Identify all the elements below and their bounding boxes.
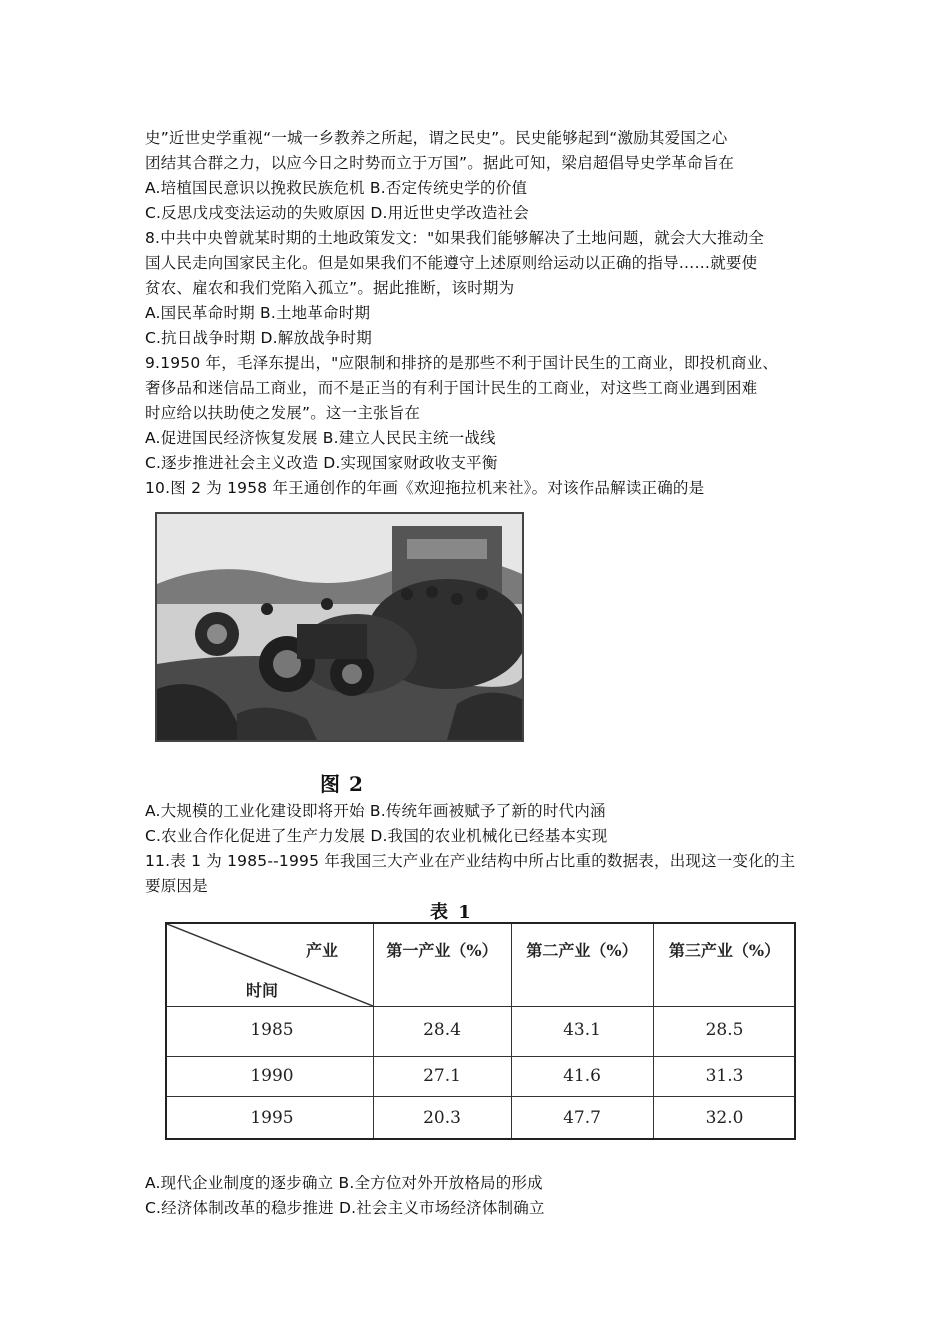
table-title: 表 1 [430,902,473,923]
row-value-tertiary: 28.5 [705,1020,744,1040]
table-row-divider [167,1096,794,1097]
row-value-tertiary: 31.3 [705,1066,744,1086]
column-header-primary: 第一产业（%） [386,941,498,960]
row-year: 1990 [250,1066,294,1086]
header-industry: 产业 [305,941,338,960]
q7-option-cd: C.反思戊戌变法运动的失败原因 D.用近世史学改造社会 [145,204,529,222]
header-time: 时间 [245,981,278,1000]
table-row-divider [167,1006,794,1007]
column-header-tertiary: 第三产业（%） [668,941,781,960]
row-value-tertiary: 32.0 [705,1108,744,1128]
q9-text-line-2: 奢侈品和迷信品工商业，而不是正当的有利于国计民生的工商业，对这些工商业遇到困难 [145,379,758,397]
q10-option-ab: A.大规模的工业化建设即将开始 B.传统年画被赋予了新的时代内涵 [145,802,606,820]
row-value-secondary: 47.7 [563,1108,601,1128]
table-row-divider [167,1056,794,1057]
q8-option-ab: A.国民革命时期 B.土地革命时期 [145,304,371,322]
tractor-painting-svg [157,514,522,740]
q11-option-cd: C.经济体制改革的稳步推进 D.社会主义市场经济体制确立 [145,1199,545,1217]
row-value-primary: 20.3 [423,1108,461,1128]
industry-table [165,922,796,1140]
row-value-primary: 28.4 [423,1020,461,1040]
figure-caption: 图 2 [320,772,364,796]
q11-text-line-1: 11.表 1 为 1985--1995 年我国三大产业在产业结构中所占比重的数据表，出现这一变化的主 [145,852,796,870]
q11-text-line-2: 要原因是 [145,877,208,895]
q9-text-line-3: 时应给以扶助使之发展”。这一主张旨在 [145,404,421,422]
q8-text-line-2: 国人民走向国家民主化。但是如果我们不能遵守上述原则给运动以正确的指导……就要使 [145,254,758,272]
q11-option-ab: A.现代企业制度的逐步确立 B.全方位对外开放格局的形成 [145,1174,543,1192]
tractor-painting-image [155,512,524,742]
row-value-secondary: 41.6 [563,1066,601,1086]
row-year: 1985 [250,1020,294,1040]
q7-option-ab: A.培植国民意识以挽救民族危机 B.否定传统史学的价值 [145,179,528,197]
q9-text-line-1: 9.1950 年，毛泽东提出，"应限制和排挤的是那些不利于国计民生的工商业，即投机商业、 [145,354,779,372]
q9-option-cd: C.逐步推进社会主义改造 D.实现国家财政收支平衡 [145,454,498,472]
q8-option-cd: C.抗日战争时期 D.解放战争时期 [145,329,372,347]
q8-text-line-1: 8.中共中央曾就某时期的土地政策发文："如果我们能够解决了土地问题，就会大大推动全 [145,229,765,247]
q8-text-line-3: 贫农、雇农和我们党陷入孤立”。据此推断，该时期为 [145,279,515,297]
row-value-primary: 27.1 [423,1066,461,1086]
q10-option-cd: C.农业合作化促进了生产力发展 D.我国的农业机械化已经基本实现 [145,827,608,845]
row-value-secondary: 43.1 [563,1020,601,1040]
row-year: 1995 [250,1108,294,1128]
q7-text-line-2: 团结其合群之力，以应今日之时势而立于万国”。据此可知，梁启超倡导史学革命旨在 [145,154,735,172]
q9-option-ab: A.促进国民经济恢复发展 B.建立人民民主统一战线 [145,429,496,447]
q7-text-line-1: 史”近世史学重视“一城一乡教养之所起，谓之民史”。民史能够起到“激励其爱国之心 [145,129,728,147]
column-header-secondary: 第二产业（%） [526,941,638,960]
q10-text-line-1: 10.图 2 为 1958 年王通创作的年画《欢迎拖拉机来社》。对该作品解读正确的是 [145,479,705,497]
